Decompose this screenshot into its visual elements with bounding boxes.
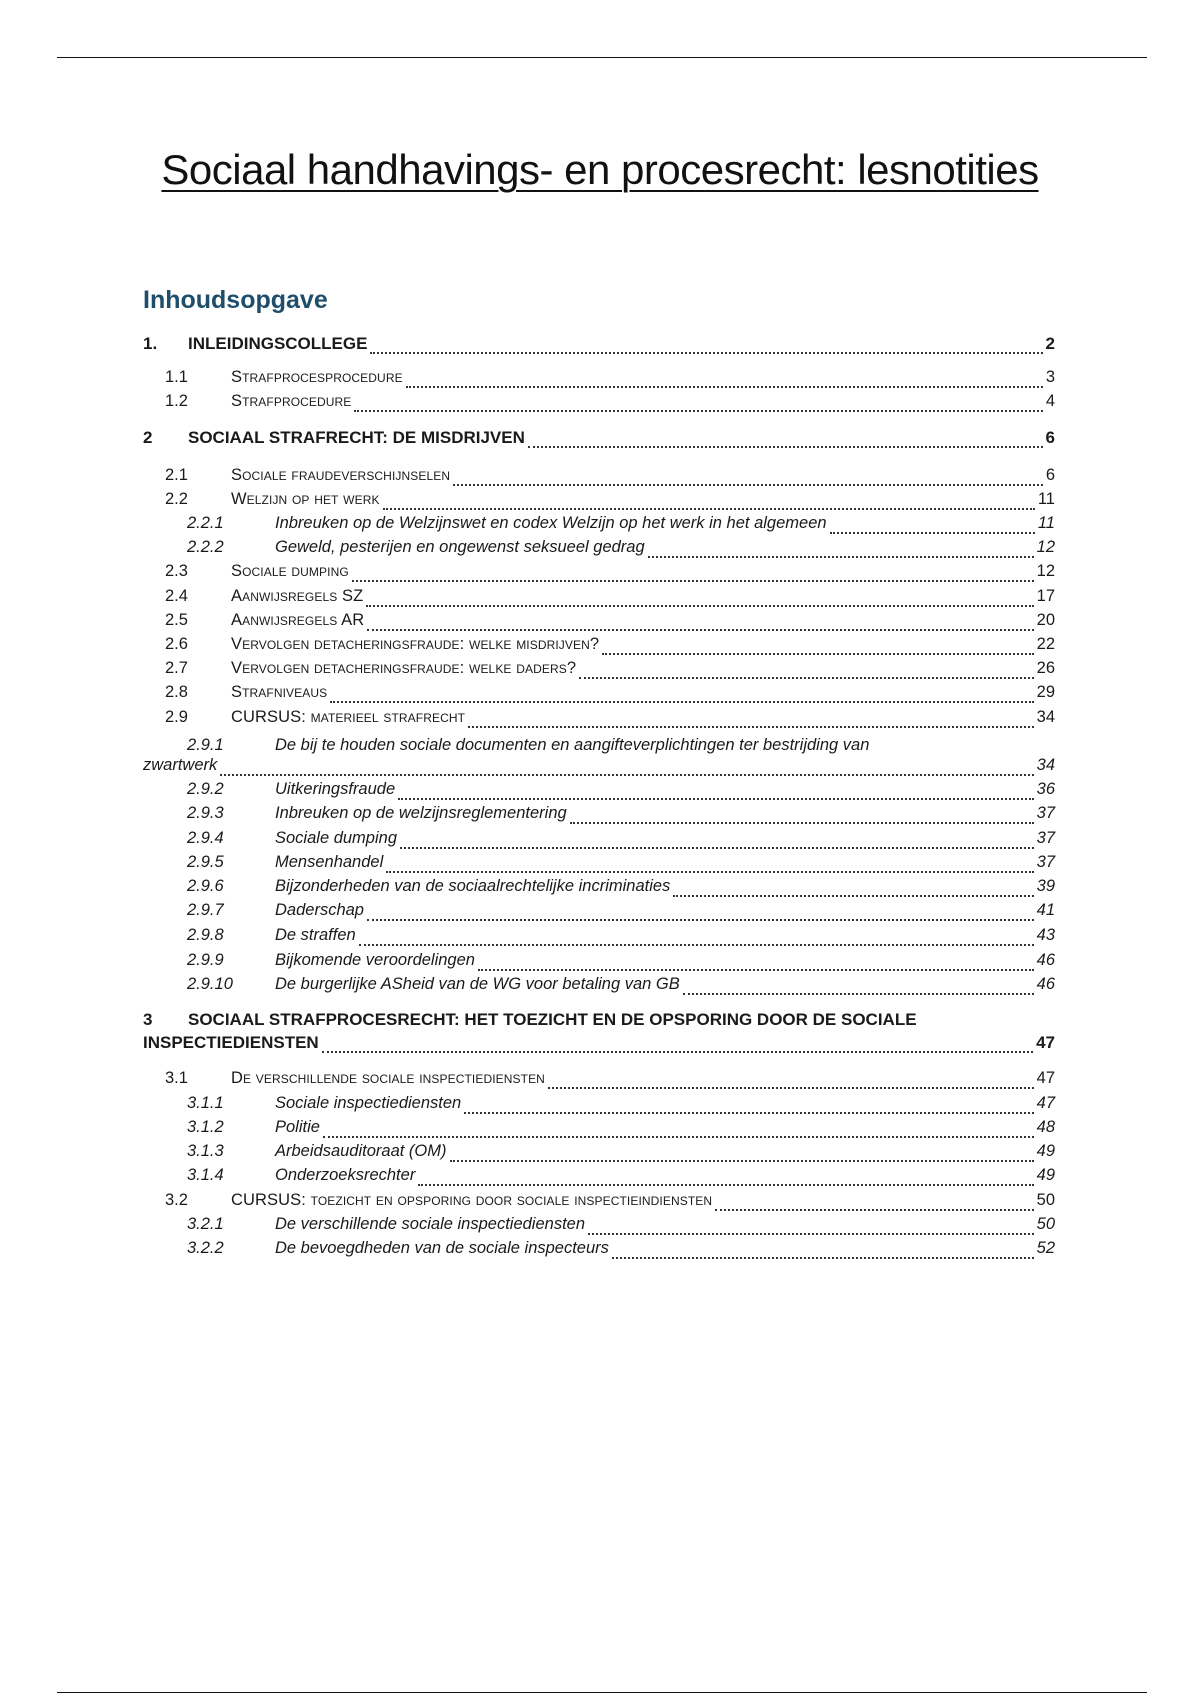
toc-label: Strafprocesprocedure <box>231 368 403 386</box>
toc-page: 39 <box>1036 877 1055 895</box>
toc-entry[interactable] <box>143 611 1055 635</box>
toc-entry[interactable] <box>143 951 1055 975</box>
toc-label: Onderzoeksrechter <box>275 1166 416 1184</box>
toc-label: SOCIAAL STRAFPROCESRECHT: HET TOEZICHT EN DE OPSPORING DOOR DE SOCIALE <box>188 1010 917 1029</box>
toc-leader <box>588 1215 1034 1235</box>
toc-leader <box>323 1118 1034 1138</box>
toc-leader <box>548 1069 1034 1089</box>
toc-leader <box>398 780 1034 800</box>
document-title: Sociaal handhavings- en procesrecht: lesnotities <box>161 146 1039 193</box>
toc-page: 48 <box>1036 1118 1055 1136</box>
toc-leader <box>352 562 1034 582</box>
toc-leader <box>386 853 1033 873</box>
toc-number: 3.2.2 <box>187 1239 224 1257</box>
toc-label: Uitkeringsfraude <box>275 780 396 798</box>
toc-page: 37 <box>1036 804 1055 822</box>
toc-number: 2.9.8 <box>187 926 224 944</box>
toc-number: 3.1.2 <box>187 1118 224 1136</box>
toc-heading: Inhoudsopgave <box>143 286 328 314</box>
toc-number: 3.2 <box>165 1191 188 1209</box>
toc-number: 2.4 <box>165 587 188 605</box>
toc-leader <box>367 611 1033 631</box>
toc-page: 11 <box>1037 490 1055 508</box>
toc-entry[interactable] <box>143 1142 1055 1166</box>
toc-entry[interactable] <box>143 926 1055 950</box>
toc-leader <box>400 829 1034 849</box>
toc-entry[interactable] <box>143 683 1055 707</box>
toc-page: 17 <box>1036 587 1055 605</box>
toc-entry[interactable] <box>143 853 1055 877</box>
toc-leader <box>366 587 1033 607</box>
toc-entry-line[interactable] <box>143 1010 1055 1030</box>
toc-label: De straffen <box>275 926 356 944</box>
toc-leader <box>612 1239 1034 1259</box>
toc-label: Arbeidsauditoraat (OM) <box>275 1142 447 1160</box>
toc-leader <box>579 659 1034 679</box>
toc-label: De bevoegdheden van de sociale inspecteurs <box>275 1239 609 1257</box>
toc-number: 2.2.1 <box>187 514 224 532</box>
toc-page: 3 <box>1045 368 1055 386</box>
toc-page: 26 <box>1036 659 1055 677</box>
toc-page: 34 <box>1036 756 1055 774</box>
toc-number: 2.7 <box>165 659 188 677</box>
toc-label: Sociale inspectiediensten <box>275 1094 462 1112</box>
toc-leader <box>468 708 1034 728</box>
toc-entry[interactable] <box>143 562 1055 586</box>
toc-entry[interactable] <box>143 334 1055 358</box>
toc-leader <box>683 975 1034 995</box>
toc-leader <box>528 428 1043 448</box>
toc-number: 1. <box>143 334 158 353</box>
toc-page: 34 <box>1036 708 1055 726</box>
toc-entry[interactable] <box>143 392 1055 416</box>
toc-label: Vervolgen detacheringsfraude: welke daders? <box>231 659 577 677</box>
toc-number: 3.1.3 <box>187 1142 224 1160</box>
toc-entry[interactable] <box>143 1118 1055 1142</box>
toc-label: De verschillende sociale inspectiediensten <box>231 1069 545 1087</box>
toc-page: 6 <box>1045 466 1055 484</box>
toc-number: 2.9.9 <box>187 951 224 969</box>
toc-leader <box>602 635 1033 655</box>
footer-rule <box>57 1692 1147 1693</box>
toc-leader <box>383 490 1035 510</box>
toc-leader <box>715 1191 1033 1211</box>
toc-page: 49 <box>1036 1142 1055 1160</box>
toc-label: Strafniveaus <box>231 683 328 701</box>
toc-page: 11 <box>1037 514 1055 532</box>
toc-entry[interactable] <box>143 538 1055 562</box>
toc-page: 50 <box>1036 1215 1055 1233</box>
toc-number: 2.9.5 <box>187 853 224 871</box>
toc-label: Bijzonderheden van de sociaalrechtelijke incriminaties <box>275 877 671 895</box>
toc-entry[interactable] <box>143 708 1055 732</box>
toc-leader <box>370 334 1042 354</box>
toc-page: 12 <box>1036 562 1055 580</box>
toc-number: 2.9.10 <box>187 975 233 993</box>
toc-label-prefix: CURSUS: <box>231 708 306 726</box>
toc-entry[interactable] <box>143 635 1055 659</box>
toc-page: 36 <box>1036 780 1055 798</box>
toc-label <box>231 708 465 727</box>
toc-entry[interactable] <box>143 780 1055 804</box>
toc-number: 3.1.1 <box>187 1094 224 1112</box>
toc-label: Inbreuken op de Welzijnswet en codex Welzijn op het werk in het algemeen <box>275 514 827 532</box>
toc-number: 1.2 <box>165 392 188 410</box>
toc-entry[interactable] <box>143 490 1055 514</box>
toc-entry[interactable] <box>143 514 1055 538</box>
toc-label: Vervolgen detacheringsfraude: welke misdrijven? <box>231 635 600 653</box>
toc-number: 3.1 <box>165 1069 188 1087</box>
toc-label: INLEIDINGSCOLLEGE <box>188 334 368 353</box>
toc-number: 3.2.1 <box>187 1215 224 1233</box>
toc-number: 2.2.2 <box>187 538 224 556</box>
header-rule <box>57 57 1147 58</box>
toc-page: 46 <box>1036 975 1055 993</box>
toc-entry[interactable] <box>143 1094 1055 1118</box>
toc-label: Geweld, pesterijen en ongewenst seksueel gedrag <box>275 538 645 556</box>
toc-leader <box>406 368 1043 388</box>
toc-page: 4 <box>1045 392 1055 410</box>
toc-page: 37 <box>1036 853 1055 871</box>
toc-entry[interactable] <box>143 587 1055 611</box>
toc-label: Bijkomende veroordelingen <box>275 951 475 969</box>
toc-number: 2 <box>143 428 153 447</box>
toc-label: Sociale fraudeverschijnselen <box>231 466 451 484</box>
toc-label: Sociale dumping <box>275 829 397 847</box>
toc-label: De bij te houden sociale documenten en aangifteverplichtingen ter bestrijding van <box>275 736 870 754</box>
toc-entry[interactable] <box>143 1069 1055 1093</box>
toc-number: 2.9.6 <box>187 877 224 895</box>
toc-leader <box>354 392 1042 412</box>
toc-label-prefix: CURSUS: <box>231 1191 306 1209</box>
toc-leader <box>478 951 1034 971</box>
toc-label: Aanwijsregels AR <box>231 611 365 629</box>
toc-entry[interactable] <box>143 1239 1055 1263</box>
toc-label: De burgerlijke ASheid van de WG voor betaling van GB <box>275 975 680 993</box>
toc-entry[interactable] <box>143 428 1055 452</box>
toc-entry[interactable] <box>143 659 1055 683</box>
toc-entry[interactable] <box>143 1033 1055 1057</box>
toc-page: 49 <box>1036 1166 1055 1184</box>
toc-number: 2.1 <box>165 466 188 484</box>
toc-page: 46 <box>1036 951 1055 969</box>
toc-page: 37 <box>1036 829 1055 847</box>
toc-entry[interactable] <box>143 829 1055 853</box>
toc-number: 2.9 <box>165 708 188 726</box>
toc-number: 2.9.4 <box>187 829 224 847</box>
toc-label: De verschillende sociale inspectiediensten <box>275 1215 586 1233</box>
toc-page: 2 <box>1045 334 1055 353</box>
toc-page: 43 <box>1036 926 1055 944</box>
toc-page: 47 <box>1036 1094 1055 1112</box>
toc-label-text: materieel strafrecht <box>310 708 466 726</box>
toc-leader <box>450 1142 1034 1162</box>
toc-leader <box>464 1094 1033 1114</box>
toc-page: 52 <box>1036 1239 1055 1257</box>
toc-entry[interactable] <box>143 975 1055 999</box>
toc-entry[interactable] <box>143 756 1055 780</box>
toc-label-text: toezicht en opsporing door sociale inspectieindiensten <box>310 1191 713 1209</box>
toc-label: Politie <box>275 1118 320 1136</box>
toc-label: SOCIAAL STRAFRECHT: DE MISDRIJVEN <box>188 428 525 447</box>
toc-number: 2.6 <box>165 635 188 653</box>
toc-label: Strafprocedure <box>231 392 352 410</box>
toc-label <box>231 1191 712 1210</box>
toc-entry[interactable] <box>143 368 1055 392</box>
toc-page: 50 <box>1036 1191 1055 1209</box>
toc-label-continued: INSPECTIEDIENSTEN <box>143 1033 319 1052</box>
toc-number: 2.8 <box>165 683 188 701</box>
toc-number: 2.9.1 <box>187 736 224 754</box>
toc-leader <box>648 538 1034 558</box>
toc-page: 22 <box>1036 635 1055 653</box>
toc-label: Daderschap <box>275 901 364 919</box>
toc-label: Mensenhandel <box>275 853 384 871</box>
toc-entry[interactable] <box>143 877 1055 901</box>
toc-leader <box>330 683 1033 703</box>
toc-leader <box>830 514 1035 534</box>
toc-label: Inbreuken op de welzijnsreglementering <box>275 804 567 822</box>
toc-page: 41 <box>1036 901 1055 919</box>
toc-label-continued: zwartwerk <box>143 756 218 774</box>
toc-number: 3 <box>143 1010 153 1029</box>
toc-leader <box>367 901 1034 921</box>
toc-leader <box>359 926 1034 946</box>
toc-number: 2.2 <box>165 490 188 508</box>
toc-number: 2.9.7 <box>187 901 224 919</box>
toc-page: 20 <box>1036 611 1055 629</box>
toc-entry[interactable] <box>143 1215 1055 1239</box>
toc-leader <box>322 1033 1033 1053</box>
toc-leader <box>453 466 1043 486</box>
toc-number: 2.9.3 <box>187 804 224 822</box>
toc-entry[interactable] <box>143 1166 1055 1190</box>
toc-label: Aanwijsregels SZ <box>231 587 364 605</box>
toc-page: 47 <box>1036 1033 1055 1052</box>
toc-leader <box>570 804 1034 824</box>
toc-entry[interactable] <box>143 1191 1055 1215</box>
toc-leader <box>418 1166 1033 1186</box>
toc-number: 2.5 <box>165 611 188 629</box>
toc-page: 12 <box>1036 538 1055 556</box>
toc-number: 1.1 <box>165 368 188 386</box>
toc-label: Sociale dumping <box>231 562 349 580</box>
toc-entry[interactable] <box>143 466 1055 490</box>
toc-number: 2.3 <box>165 562 188 580</box>
toc-page: 47 <box>1036 1069 1055 1087</box>
toc-entry[interactable] <box>143 804 1055 828</box>
toc-leader <box>220 756 1033 776</box>
toc-leader <box>673 877 1033 897</box>
toc-label: Welzijn op het werk <box>231 490 380 508</box>
toc-entry-line[interactable] <box>143 736 1055 755</box>
toc-number: 2.9.2 <box>187 780 224 798</box>
toc-number: 3.1.4 <box>187 1166 224 1184</box>
toc-entry[interactable] <box>143 901 1055 925</box>
toc-page: 29 <box>1036 683 1055 701</box>
toc-page: 6 <box>1045 428 1055 447</box>
